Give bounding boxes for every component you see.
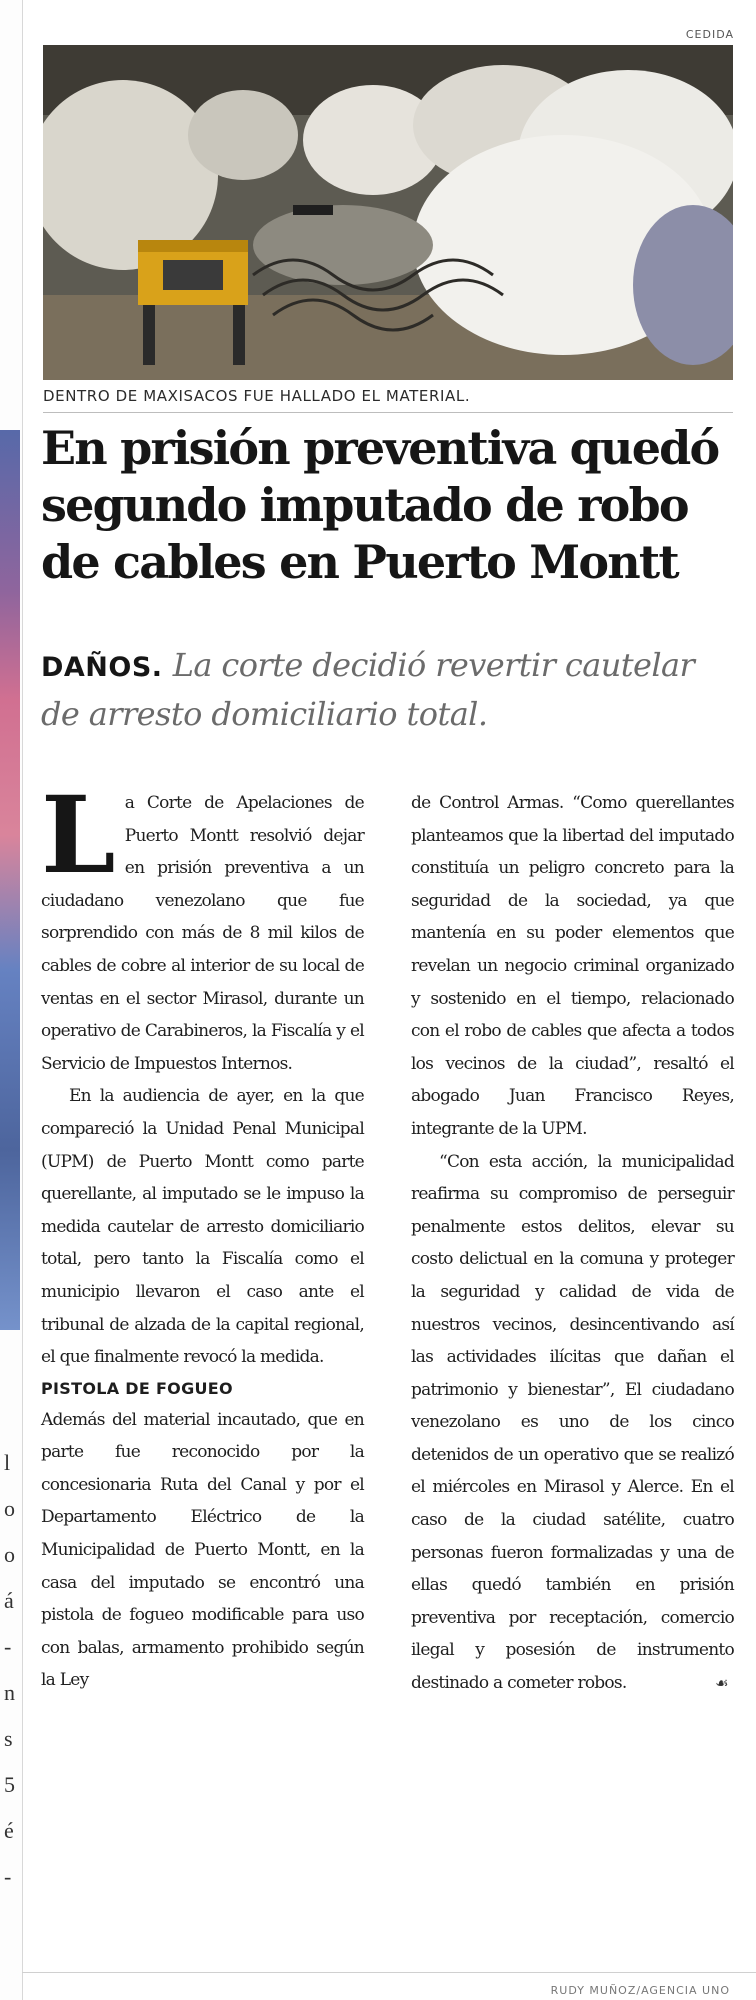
margin-glyph: 5 [4, 1772, 15, 1797]
margin-glyph: á [4, 1588, 14, 1613]
deck-text: La corte decidió revertir cautelar de arresto domiciliario total. [41, 646, 695, 733]
article-headline: En prisión preventiva quedó segundo imputado de robo de cables en Puerto Montt [41, 421, 719, 589]
article-paragraph [41, 772, 364, 1080]
section-subhead: PISTOLA DE FOGUEO [41, 1378, 233, 1398]
article-paragraph: de Control Armas. “Como querellantes planteamos que la libertad del imputado constituía un peligro concreto para la seguridad de la sociedad, ya que mantenía en su poder elementos que revelan un negocio criminal organizado y sostenido en el tiempo, relacionado con el robo de cables que afecta a todos los vecinos de la ciudad”, resaltó el abogado Juan Francisco Reyes, integrante de la UPM. [411, 793, 734, 1139]
footer-divider [22, 1972, 756, 1973]
deck-kicker: DAÑOS. [41, 652, 163, 683]
photo-credit: CEDIDA [685, 28, 734, 41]
margin-glyph: o [4, 1496, 15, 1521]
article-paragraph [411, 1146, 734, 1700]
photo-caption: DENTRO DE MAXISACOS FUE HALLADO EL MATERIAL. [43, 387, 471, 405]
article-column-right [411, 787, 734, 1700]
paragraph-text: a Corte de Apelaciones de Puerto Montt resolvió dejar en prisión preventiva a un ciudadano venezolano que fue sorprendido con más de 8 mil kilos de cables de cobre al interior de su local de ventas en el sector Mirasol, durante un operativo de Carabineros, la Fiscalía y el Servicio de Impuestos Internos. [41, 793, 364, 1074]
article-paragraph: En la audiencia de ayer, en la que compareció la Unidad Penal Municipal (UPM) de Puerto Montt como parte querellante, al imputado se le impuso la medida cautelar de arresto domiciliario total, pero tanto la Fiscalía como el municipio llevaron el caso ante el tribunal de alzada de la capital regional, el que finalmente revocó la medida. [41, 1086, 364, 1368]
caption-divider [43, 412, 733, 413]
article-photo [43, 45, 733, 380]
footer-photo-credit: RUDY MUÑOZ/AGENCIA UNO [550, 1984, 730, 1997]
adjacent-page-image [0, 430, 20, 1330]
margin-glyph: l [4, 1450, 11, 1475]
warehouse-photo-illustration [43, 45, 733, 380]
margin-glyph: n [4, 1680, 15, 1705]
margin-glyph: o [4, 1542, 15, 1567]
margin-glyph: - [4, 1864, 12, 1889]
paragraph-text: “Con esta acción, la municipalidad reafirma su compromiso de perseguir penalmente estos delitos, elevar su costo delictual en la comuna y proteger la seguridad y calidad de vida de nuestros vecinos, desincentivando así las actividades ilícitas que dañan el patrimonio y bienestar”, El ciudadano venezolano es uno de los cinco detenidos de un operativo que se realizó el miércoles en Mirasol y Alerce. En el caso de la ciudad satélite, cuatro personas fueron formalizadas y una de ellas quedó también en prisión preventiva por receptación, comercio ilegal y posesión de instrumento destinado a cometer robos. [411, 1151, 734, 1694]
adjacent-page-text [4, 1440, 18, 1900]
article-column-left [41, 772, 364, 1697]
article-deck [41, 642, 741, 737]
adjacent-page-strip [0, 0, 23, 2000]
margin-glyph: - [4, 1634, 12, 1659]
drop-cap: L [41, 772, 115, 897]
margin-glyph: s [4, 1726, 13, 1751]
margin-glyph: é [4, 1818, 14, 1843]
end-of-article-icon: ☙ [715, 1674, 728, 1693]
article-paragraph: Además del material incautado, que en parte fue reconocido por la concesionaria Ruta del Canal y por el Departamento Eléctrico de la Municipalidad de Puerto Montt, en la casa del imputado se encontró una pistola de fogueo modificable para uso con balas, armamento prohibido según la Ley [41, 1409, 364, 1691]
